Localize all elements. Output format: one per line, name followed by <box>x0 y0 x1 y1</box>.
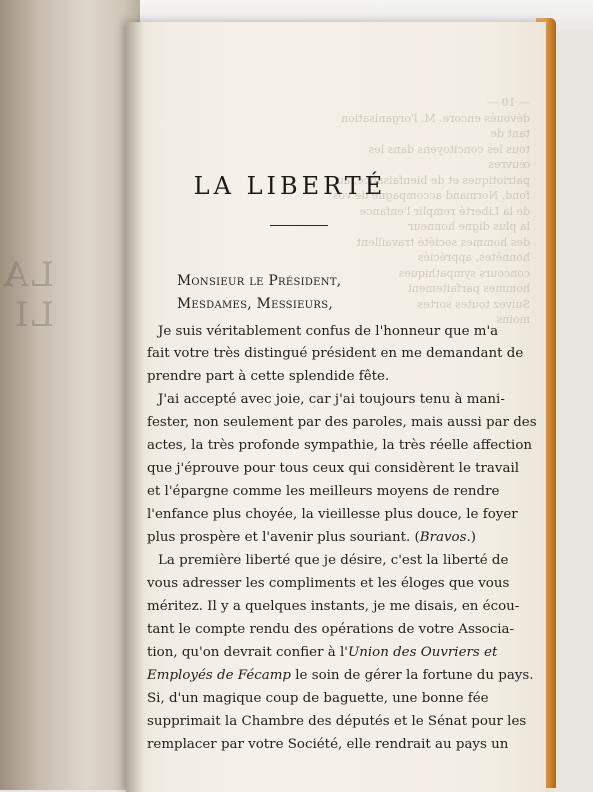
page-gutter-shadow <box>126 22 144 792</box>
italic-phrase: Employés de Fécamp <box>147 668 291 683</box>
body-line: méritez. Il y a quelques instants, je me disais, en écou- <box>147 599 520 614</box>
body-line: J'ai accepté avec joie, car j'ai toujours tenu à mani- <box>158 392 505 407</box>
page-title: LA LIBERTÉ <box>193 172 387 200</box>
body-line: Si, d'un magique coup de baguette, une bonne fée <box>147 691 489 706</box>
italic-phrase: Union des Ouvriers et <box>347 645 498 660</box>
body-line: fester, non seulement par des paroles, mais aussi par des <box>147 415 537 430</box>
left-page <box>0 0 140 790</box>
body-line: Employés de Fécamp le soin de gérer la fortune du pays. <box>147 668 534 683</box>
italic-phrase: Bravos. <box>419 530 471 545</box>
body-line: plus prospère et l'avenir plus souriant. (Bravos.) <box>147 530 476 545</box>
salutation-line: Monsieur le Président, <box>177 273 342 289</box>
body-line: La première liberté que je désire, c'est la liberté de <box>158 553 509 568</box>
body-line: supprimait la Chambre des députés et le Sénat pour les <box>147 714 527 729</box>
show-through-text: — 10 — dévoués encore. M. l'organisation tant de tous les concitoyens dans les œuvres patriotiques et de bienfaisance, au fond, Normand accompagné de vos de la Liberté remplir l'enfance la plus digne honneur des hommes société travaillent honnêtes, appréciés concours sympathiques hommes parfaitement Suivez toutes sortes moins <box>332 96 530 326</box>
body-line: tion, qu'on devrait confier à l'Union des Ouvriers et <box>147 645 498 660</box>
body-line: actes, la très profonde sympathie, la très réelle affection <box>147 438 533 453</box>
body-line: l'enfance plus choyée, la vieillesse plus douce, le foyer <box>147 507 518 522</box>
body-line: tant le compte rendu des opérations de votre Associa- <box>147 622 515 637</box>
body-line: et l'épargne comme les meilleurs moyens de rendre <box>147 484 500 499</box>
body-line: que j'éprouve pour tous ceux qui considèrent le travail <box>147 461 520 476</box>
body-line: remplacer par votre Société, elle rendrait au pays un <box>147 737 509 752</box>
salutation-line: Mesdames, Messieurs, <box>177 296 334 312</box>
body-line: fait votre très distingué président en me demandant de <box>147 346 524 361</box>
body-line: Je suis véritablement confus de l'honneur que m'a <box>158 324 499 339</box>
title-rule <box>270 225 328 226</box>
body-line: prendre part à cette splendide fête. <box>147 369 390 384</box>
left-page-ghost-print: LA LI <box>0 255 54 335</box>
body-line: vous adresser les compliments et les éloges que vous <box>147 576 510 591</box>
